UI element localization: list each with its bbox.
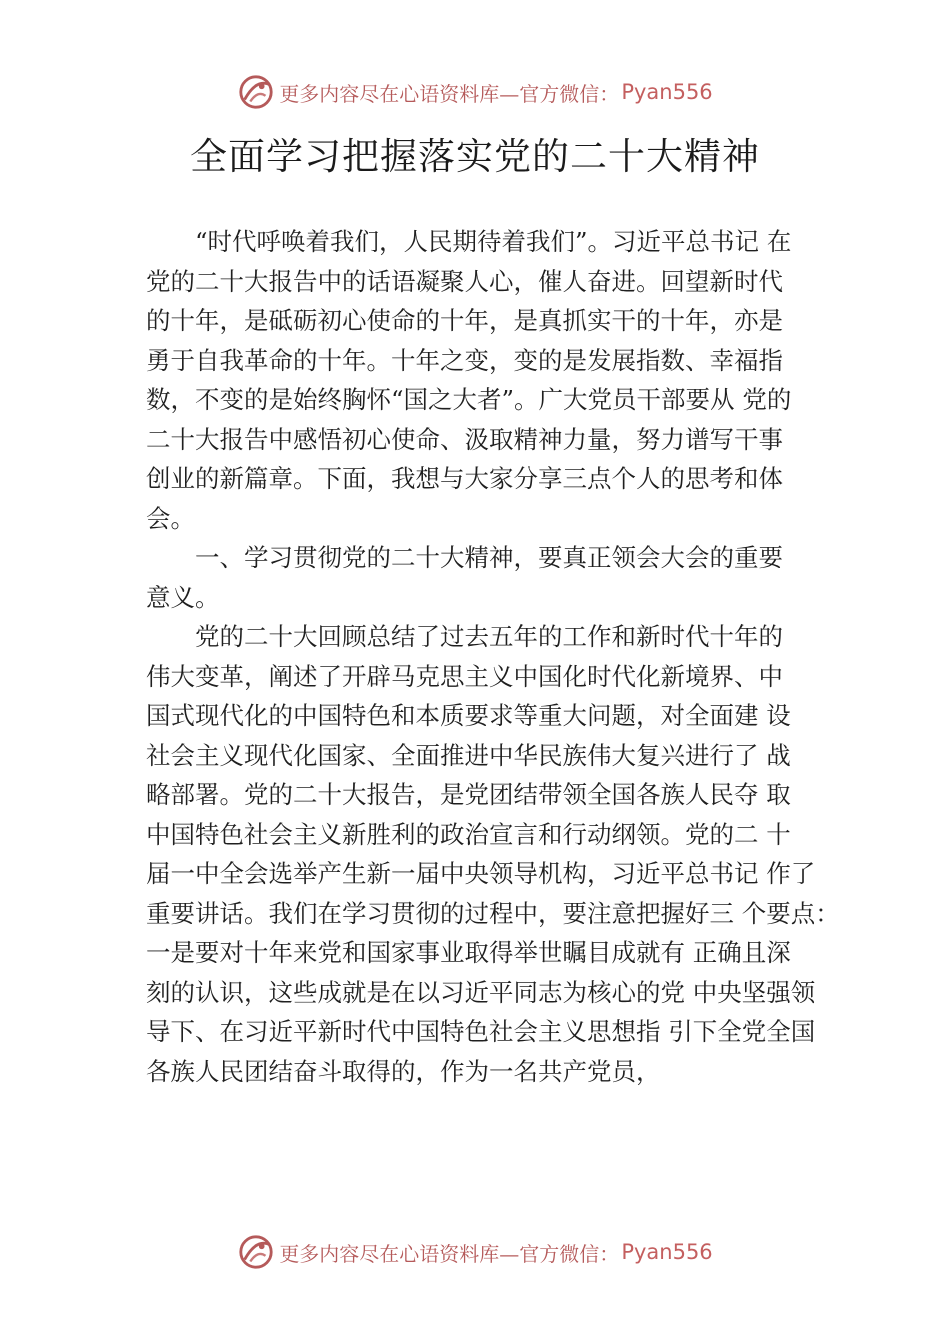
text-line: 一是要对十年来党和国家事业取得举世瞩目成就有 正确且深 bbox=[146, 938, 791, 967]
document-title: 全面学习把握落实党的二十大精神 bbox=[190, 135, 760, 178]
text-line: 的十年，是砥砺初心使命的十年，是真抓实干的十年，亦是 bbox=[146, 306, 783, 335]
text-line: 刻的认识，这些成就是在以习近平同志为核心的党 中央坚强领 bbox=[146, 977, 816, 1007]
text-line: 二十大报告中感悟初心使命、汲取精神力量，努力谱写干事 bbox=[146, 424, 783, 454]
text-line: “时代呼唤着我们，人民期待着我们”。习近平总书记 在 bbox=[195, 227, 792, 256]
footer-banner-text: 更多内容尽在心语资料库—官方微信： bbox=[279, 1241, 620, 1266]
text-line: 略部署。党的二十大报告，是党团结带领全国各族人民夺 取 bbox=[146, 780, 791, 809]
header-banner-id: Pyan556 bbox=[621, 80, 713, 104]
logo-icon bbox=[237, 73, 275, 111]
text-line: 导下、在习近平新时代中国特色社会主义思想指 引下全党全国 bbox=[146, 1017, 816, 1046]
text-line: 数，不变的是始终胸怀“国之大者”。广大党员干部要从 党的 bbox=[146, 385, 792, 414]
document-body bbox=[146, 222, 840, 1091]
footer-banner bbox=[0, 1232, 950, 1272]
header-banner-text: 更多内容尽在心语资料库—官方微信： bbox=[279, 81, 620, 106]
text-line: 重要讲话。我们在学习贯彻的过程中，要注意把握好三 个要点： bbox=[146, 898, 840, 928]
text-line: 创业的新篇章。下面，我想与大家分享三点个人的思考和体 bbox=[146, 464, 783, 493]
text-line: 届一中全会选举产生新一届中央领导机构，习近平总书记 作了 bbox=[146, 859, 816, 888]
text-line: 中国特色社会主义新胜利的政治宣言和行动纲领。党的二 十 bbox=[146, 819, 791, 849]
text-line: 社会主义现代化国家、全面推进中华民族伟大复兴进行了 战 bbox=[146, 740, 791, 770]
text-line: 会。 bbox=[146, 503, 195, 533]
header-banner bbox=[0, 72, 950, 112]
text-line: 各族人民团结奋斗取得的，作为一名共产党员， bbox=[146, 1056, 661, 1086]
text-line: 勇于自我革命的十年。十年之变，变的是发展指数、幸福指 bbox=[146, 345, 783, 375]
logo-icon bbox=[237, 1233, 275, 1271]
section-heading-line: 一、学习贯彻党的二十大精神，要真正领会大会的重要 bbox=[195, 543, 783, 572]
text-line: 伟大变革，阐述了开辟马克思主义中国化时代化新境界、中 bbox=[146, 661, 783, 691]
text-line: 党的二十大报告中的话语凝聚人心，催人奋进。回望新时代 bbox=[146, 266, 783, 296]
footer-banner-id: Pyan556 bbox=[621, 1240, 713, 1264]
section-heading-line: 意义。 bbox=[146, 582, 220, 612]
text-line: 国式现代化的中国特色和本质要求等重大问题，对全面建 设 bbox=[146, 701, 791, 730]
text-line: 党的二十大回顾总结了过去五年的工作和新时代十年的 bbox=[195, 622, 783, 651]
